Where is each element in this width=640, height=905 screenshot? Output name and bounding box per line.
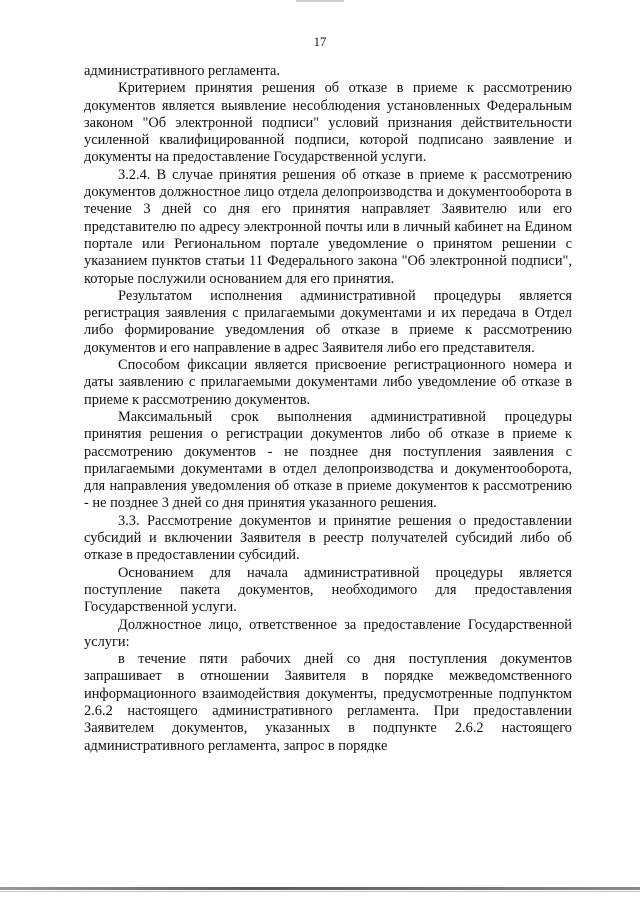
paragraph-procedure-result: Результатом исполнения административной процедуры является регистрация заявления с прилагаемыми документами и их передача в Отдел либо формирование уведомления об отказе в приеме к рассмотрению документов и его направление в адрес Заявителя либо его представителя. [84,287,572,356]
document-body [84,63,572,755]
paragraph-fixation-method: Способом фиксации является присвоение регистрационного номера и даты заявлению с прилагаемыми документами либо уведомление об отказе в приеме к рассмотрению документов. [84,357,572,408]
paragraph-refusal-criterion: Критерием принятия решения об отказе в приеме к рассмотрению документов является выявление несоблюдения установленных Федеральным законом "Об электронной подписи" условий признания действительности усиленной квалифицированной подписи, которой подписано заявление и документы на предоставление Государственной услуги. [84,80,572,166]
paragraph-3-2-4: 3.2.4. В случае принятия решения об отказе в приеме к рассмотрению документов должностное лицо отдела делопроизводства и документооборота в течение 3 дней со дня его принятия направляет Заявителю или его представителю по адресу электронной почты или в личный кабинет на Едином портале или Региональном портале уведомление о принятом решении с указанием пунктов статьи 11 Федерального закона "Об электронной подписи", которые послужили основанием для его принятия. [84,166,572,287]
paragraph-procedure-basis: Основанием для начала административной процедуры является поступление пакета документов, необходимого для предоставления Государственной услуги. [84,564,572,616]
scan-bottom-edge-shadow [0,891,640,892]
scan-bottom-edge [0,887,640,890]
page-number: 17 [313,35,327,49]
paragraph-3-3-heading: 3.3. Рассмотрение документов и принятие решения о предоставлении субсидий и включении Заявителя в реестр получателей субсидий либо об отказе в предоставлении субсидий. [84,512,572,564]
scan-smudge [296,0,344,2]
paragraph-continuation: административного регламента. [84,63,280,79]
paragraph-interagency-request: в течение пяти рабочих дней со дня поступления документов запрашивает в отношении Заявителя в порядке межведомственного информационного взаимодействия документы, предусмотренные подпунктом 2.6.2 настоящего административного регламента. При предоставлении Заявителем документов, указанных в подпункте 2.6.2 настоящего административного регламента, запрос в порядке [84,651,572,754]
paragraph-responsible-official: Должностное лицо, ответственное за предоставление Государственной услуги: [84,616,572,650]
paragraph-max-term: Максимальный срок выполнения административной процедуры принятия решения о регистрации документов либо об отказе в приеме к рассмотрению документов - не позднее дня поступления заявления с прилагаемыми документами в отдел делопроизводства и документооборота, для направления уведомления об отказе в приеме документов к рассмотрению - не позднее 3 дней со дня принятия указанного решения. [84,408,572,512]
